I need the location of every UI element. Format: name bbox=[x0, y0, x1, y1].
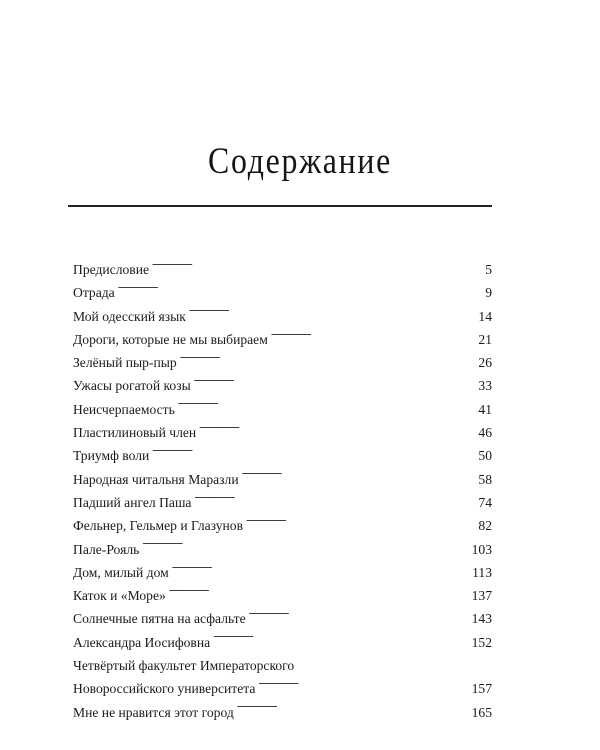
toc-page-number: 152 bbox=[471, 634, 492, 650]
toc-entry bbox=[73, 421, 492, 444]
toc-dot-leader bbox=[194, 377, 477, 391]
toc-entry bbox=[73, 351, 492, 374]
toc-dot-leader bbox=[249, 610, 470, 624]
toc-entry-title: Неисчерпаемость bbox=[73, 401, 175, 417]
toc-page-number: 5 bbox=[485, 262, 492, 277]
toc-entry-title: Новороссийского университета bbox=[73, 681, 256, 697]
toc-dot-leader bbox=[194, 493, 476, 507]
toc-entry-title: Каток и «Море» bbox=[73, 588, 166, 604]
toc-page-number: 41 bbox=[478, 401, 492, 417]
toc-dot-leader bbox=[152, 260, 483, 274]
toc-entry-title: Ужасы рогатой козы bbox=[73, 378, 191, 394]
toc-dot-leader bbox=[237, 703, 470, 717]
toc-entry bbox=[73, 491, 492, 514]
toc-entry-title: Фельнер, Гельмер и Глазунов bbox=[73, 518, 244, 534]
toc-entry-title: Пале-Рояль bbox=[73, 541, 140, 557]
toc-dot-leader bbox=[189, 307, 477, 321]
toc-entry bbox=[73, 374, 492, 397]
toc-dot-leader bbox=[142, 540, 469, 554]
toc-dot-leader bbox=[180, 354, 477, 368]
toc-entry-title: Александра Иосифовна bbox=[73, 634, 211, 650]
toc-page-number: 74 bbox=[478, 494, 492, 510]
toc-entry-title-line1: Четвёртый факультет Императорского bbox=[73, 658, 295, 674]
toc-entry bbox=[73, 607, 492, 630]
toc-entry bbox=[73, 258, 492, 281]
toc-entry bbox=[73, 538, 492, 561]
toc-entry-title: Предисловие bbox=[73, 262, 150, 277]
toc-entry-title: Падший ангел Паша bbox=[73, 494, 192, 510]
toc-entry-title: Отрада bbox=[73, 285, 115, 301]
toc-entry bbox=[73, 654, 492, 701]
toc-page-number: 113 bbox=[472, 564, 492, 580]
toc-dot-leader bbox=[178, 400, 477, 414]
toc-entry-title: Зелёный пыр-пыр bbox=[73, 355, 177, 371]
toc-page-number: 82 bbox=[478, 518, 492, 534]
toc-dot-leader bbox=[172, 563, 470, 577]
toc-page-number: 103 bbox=[471, 541, 492, 557]
toc-page-number: 26 bbox=[478, 355, 492, 371]
toc-dot-leader bbox=[258, 680, 469, 694]
toc-entry bbox=[73, 701, 492, 724]
toc-entry bbox=[73, 584, 492, 607]
title-rule bbox=[68, 205, 492, 207]
toc-dot-leader bbox=[199, 423, 476, 437]
toc-entry-title: Солнечные пятна на асфальте bbox=[73, 611, 246, 627]
toc-page-number: 50 bbox=[478, 448, 492, 464]
page-title: Содержание bbox=[208, 141, 392, 182]
toc-dot-leader bbox=[118, 284, 483, 298]
toc-page-number: 33 bbox=[478, 378, 492, 394]
toc-entry bbox=[73, 444, 492, 467]
toc-page-number: 58 bbox=[478, 471, 492, 487]
toc-page-number: 157 bbox=[471, 681, 492, 697]
toc-entry-title: Мне не нравится этот город bbox=[73, 704, 234, 720]
toc-entry-title: Триумф воли bbox=[73, 448, 150, 464]
toc-entry-title: Дом, милый дом bbox=[73, 564, 169, 580]
toc-page-number: 46 bbox=[478, 425, 492, 441]
toc-entry bbox=[73, 281, 492, 304]
toc-entry bbox=[73, 305, 492, 328]
toc-dot-leader bbox=[271, 330, 477, 344]
toc-entry-title: Пластилиновый член bbox=[73, 425, 197, 441]
toc-entry bbox=[73, 468, 492, 491]
toc-dot-leader bbox=[169, 587, 470, 601]
toc-page-number: 137 bbox=[471, 588, 492, 604]
toc-dot-leader bbox=[246, 517, 476, 531]
toc-entry bbox=[73, 398, 492, 421]
toc-dot-leader bbox=[152, 447, 476, 461]
toc-entry bbox=[73, 631, 492, 654]
toc-entry bbox=[73, 561, 492, 584]
toc-dot-leader bbox=[242, 470, 477, 484]
toc-dot-leader bbox=[213, 633, 469, 647]
toc-page-number: 14 bbox=[478, 308, 492, 324]
toc-page-number: 143 bbox=[471, 611, 492, 627]
toc-entry bbox=[73, 514, 492, 537]
toc-page-number: 21 bbox=[478, 331, 492, 347]
toc-page-number: 165 bbox=[471, 704, 492, 720]
toc-entry-title: Народная читальня Маразли bbox=[73, 471, 239, 487]
toc-entry bbox=[73, 328, 492, 351]
table-of-contents bbox=[73, 258, 492, 724]
toc-page-number: 9 bbox=[485, 285, 492, 301]
toc-entry-title: Мой одесский язык bbox=[73, 308, 186, 324]
toc-entry-title: Дороги, которые не мы выбираем bbox=[73, 331, 268, 347]
